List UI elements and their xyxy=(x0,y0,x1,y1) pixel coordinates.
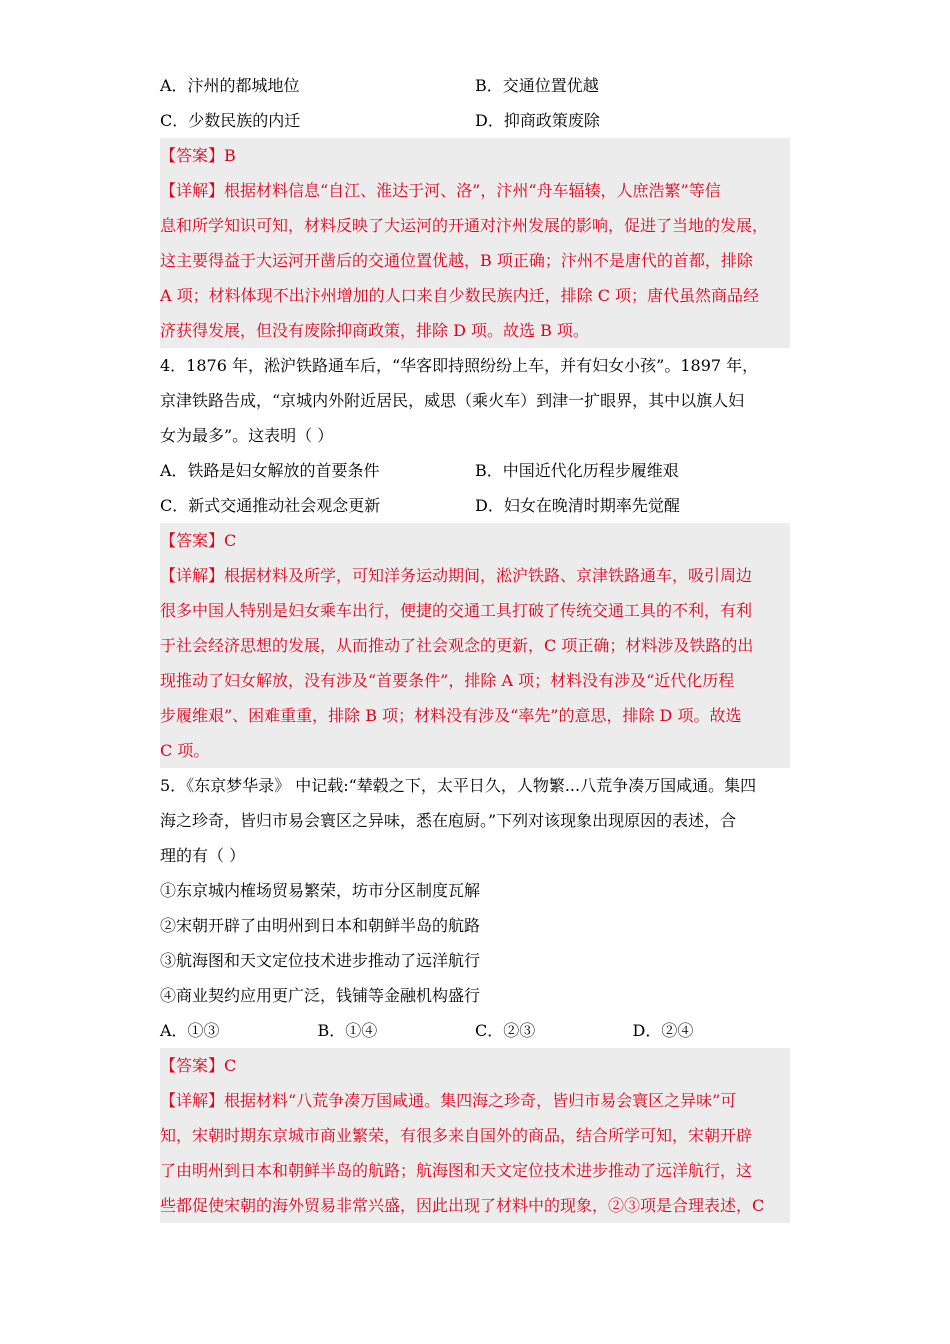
q5-option-b[interactable]: B．①④ xyxy=(317,1021,378,1040)
q5-item: ④商业契约应用更广泛，钱铺等金融机构盛行 xyxy=(160,986,481,1005)
q4-answer-block xyxy=(160,523,790,768)
q5-analysis-line: 些都促使宋朝的海外贸易非常兴盛，因此出现了材料中的现象，②③项是合理表述，C xyxy=(160,1196,765,1215)
q3-option-a[interactable]: A．汴州的都城地位 xyxy=(160,76,300,95)
q4-analysis-line: 很多中国人特别是妇女乘车出行，便捷的交通工具打破了传统交通工具的不利，有利 xyxy=(160,601,753,620)
q4-stem-line: 4．1876 年，淞沪铁路通车后，“华客即持照纷纷上车，并有妇女小孩”。1897 年， xyxy=(160,356,759,375)
document-page xyxy=(160,68,790,1223)
q4-option-b[interactable]: B．中国近代化历程步履维艰 xyxy=(475,461,679,480)
q5-answer: 【答案】C xyxy=(160,1056,237,1075)
q5-item: ③航海图和天文定位技术进步推动了远洋航行 xyxy=(160,951,481,970)
q3-option-d[interactable]: D．抑商政策废除 xyxy=(475,111,600,130)
q4-analysis-line: 步履维艰”、困难重重，排除 B 项；材料没有涉及“率先”的意思，排除 D 项。故选 xyxy=(160,706,742,725)
q3-answer-block xyxy=(160,138,790,348)
q3-options-row-2 xyxy=(160,103,790,138)
q4-stem-line: 女为最多”。这表明（ ） xyxy=(160,426,334,445)
q5-item: ②宋朝开辟了由明州到日本和朝鲜半岛的航路 xyxy=(160,916,481,935)
q4-options-row-1 xyxy=(160,453,790,488)
q3-options-row-1 xyxy=(160,68,790,103)
q3-analysis-line: A 项；材料体现不出汴州增加的人口来自少数民族内迁，排除 C 项；唐代虽然商品经 xyxy=(160,286,760,305)
q4-analysis-line: C 项。 xyxy=(160,741,210,760)
q3-analysis-line: 息和所学知识可知，材料反映了大运河的开通对汴州发展的影响，促进了当地的发展， xyxy=(160,216,769,235)
q5-option-c[interactable]: C．②③ xyxy=(475,1021,536,1040)
q3-option-b[interactable]: B．交通位置优越 xyxy=(475,76,599,95)
q5-analysis-line: 了由明州到日本和朝鲜半岛的航路；航海图和天文定位技术进步推动了远洋航行，这 xyxy=(160,1161,753,1180)
q5-stem xyxy=(160,768,790,873)
q3-analysis-line: 【详解】根据材料信息“自江、淮达于河、洛”，汴州“舟车辐辏，人庶浩繁”等信 xyxy=(160,181,721,200)
q4-option-a[interactable]: A．铁路是妇女解放的首要条件 xyxy=(160,461,380,480)
q5-item: ①东京城内榷场贸易繁荣，坊市分区制度瓦解 xyxy=(160,881,481,900)
q5-stem-line: 海之珍奇，皆归市易会寰区之异味，悉在庖厨。”下列对该现象出现原因的表述，合 xyxy=(160,811,737,830)
q4-analysis-line: 于社会经济思想的发展，从而推动了社会观念的更新，C 项正确；材料涉及铁路的出 xyxy=(160,636,754,655)
q4-analysis-line: 【详解】根据材料及所学，可知洋务运动期间，淞沪铁路、京津铁路通车，吸引周边 xyxy=(160,566,753,585)
q5-analysis-line: 【详解】根据材料“八荒争凑万国咸通。集四海之珍奇，皆归市易会寰区之异味”可 xyxy=(160,1091,737,1110)
q4-options-row-2 xyxy=(160,488,790,523)
q4-answer: 【答案】C xyxy=(160,531,237,550)
q5-answer-block xyxy=(160,1048,790,1223)
q4-stem-line: 京津铁路告成，“京城内外附近居民，威思（乘火车）到津一扩眼界，其中以旗人妇 xyxy=(160,391,745,410)
q5-options-row xyxy=(160,1013,790,1048)
q5-analysis-line: 知，宋朝时期东京城市商业繁荣，有很多来自国外的商品，结合所学可知，宋朝开辟 xyxy=(160,1126,753,1145)
q4-option-c[interactable]: C．新式交通推动社会观念更新 xyxy=(160,496,381,515)
q5-stem-line: 5．《东京梦华录》 中记载:“辇毂之下，太平日久，人物繁...八荒争凑万国咸通。集四 xyxy=(160,776,757,795)
q3-answer: 【答案】B xyxy=(160,146,236,165)
q5-option-a[interactable]: A．①③ xyxy=(160,1021,220,1040)
q5-option-d[interactable]: D．②④ xyxy=(632,1021,694,1040)
q4-option-d[interactable]: D．妇女在晚清时期率先觉醒 xyxy=(475,496,680,515)
q4-analysis-line: 现推动了妇女解放，没有涉及“首要条件”，排除 A 项；材料没有涉及“近代化历程 xyxy=(160,671,735,690)
q3-analysis-line: 济获得发展，但没有废除抑商政策，排除 D 项。故选 B 项。 xyxy=(160,321,589,340)
q5-items xyxy=(160,873,790,1013)
q3-option-c[interactable]: C．少数民族的内迁 xyxy=(160,111,301,130)
q3-analysis-line: 这主要得益于大运河开凿后的交通位置优越，B 项正确；汴州不是唐代的首都，排除 xyxy=(160,251,753,270)
q4-stem xyxy=(160,348,790,453)
q5-stem-line: 理的有（ ） xyxy=(160,846,246,865)
